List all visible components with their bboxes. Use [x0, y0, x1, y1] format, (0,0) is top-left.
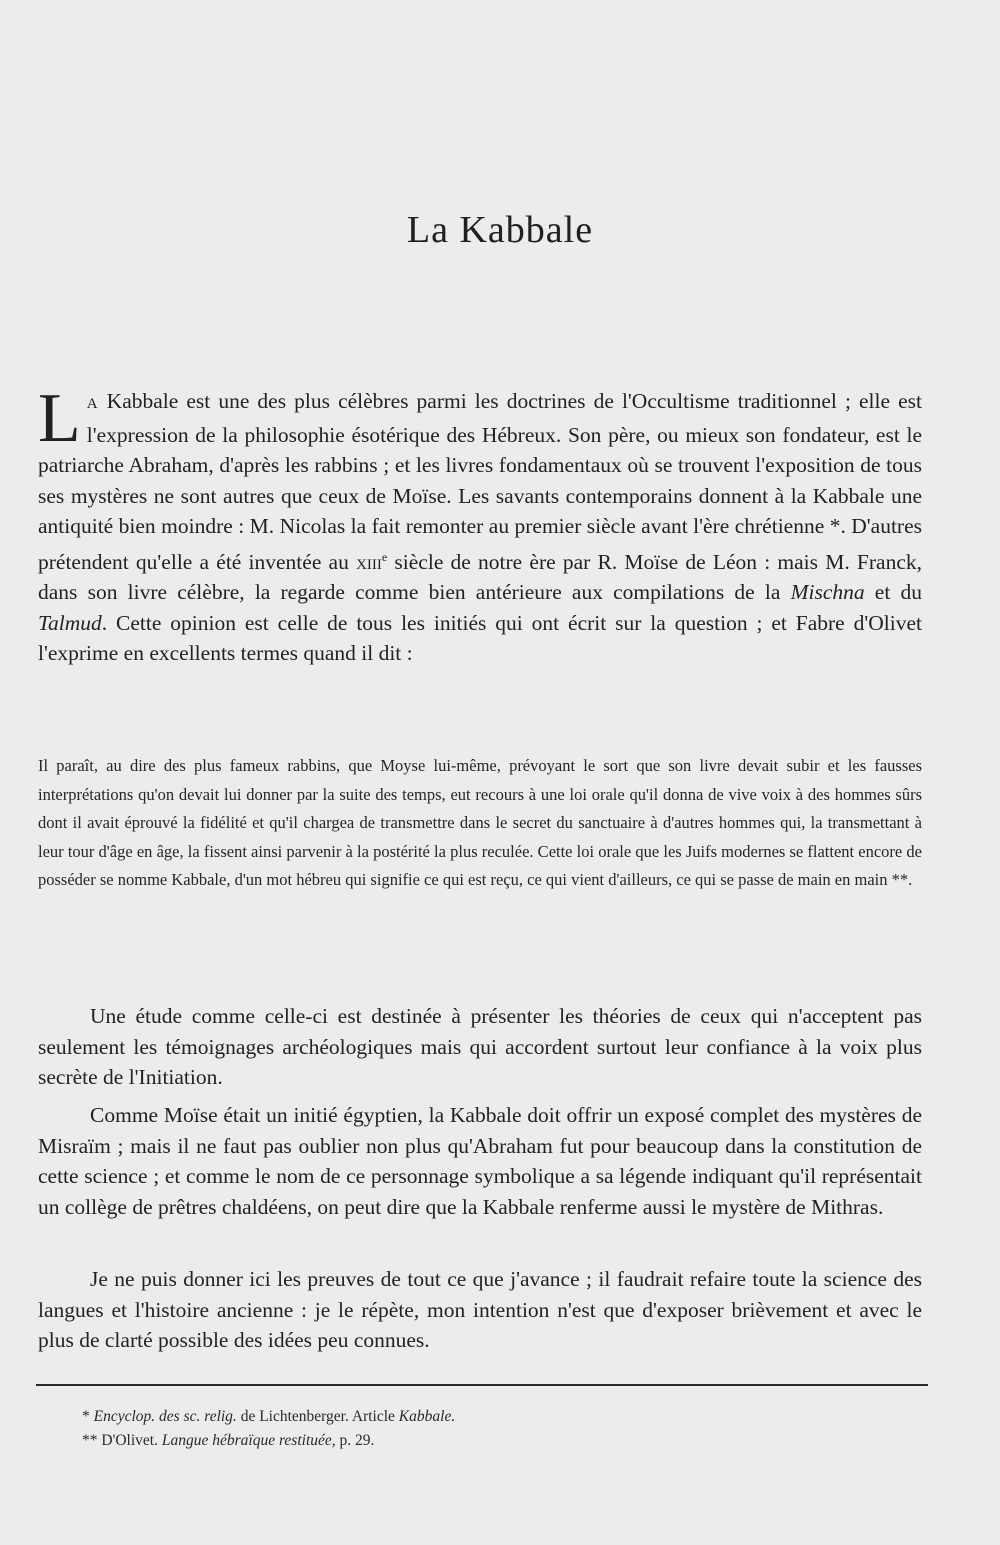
- intro-paragraph: [38, 380, 922, 669]
- page-title: La Kabbale: [406, 209, 594, 251]
- footnote-1-article: Kabbale.: [398, 1408, 456, 1425]
- intro-text-3: et du: [864, 580, 922, 605]
- footnote-2-page: p. 29.: [335, 1432, 375, 1449]
- footnote-2-mark: **: [82, 1432, 102, 1449]
- mischna-title: Mischna: [790, 580, 865, 605]
- footnote-2-source: Langue hébraïque restituée,: [161, 1432, 336, 1449]
- body-paragraph-1: Une étude comme celle-ci est destinée à présenter les théories de ceux qui n'acceptent pas seulement les témoignages archéologiques mais qui accordent surtout leur confiance à la voix plus secrète de l'Initiation.: [38, 1004, 922, 1089]
- drop-cap: L: [38, 380, 81, 457]
- intro-text-2: siècle de notre ère par R. Moïse de Léon : mais M. Franck, dans son livre célèbre, la regarde comme bien antérieure aux compilations de la: [38, 549, 922, 605]
- footnote-2: [82, 1430, 374, 1452]
- intro-text-1: Kabbale est une des plus célèbres parmi les doctrines de l'Occultisme traditionnel ; elle est l'expression de la philosophie ésotérique des Hébreux. Son père, ou mieux son fondateur, est le patriarche Abraham, d'après les rabbins ; et les livres fondamentaux où se trouvent l'exposition de tous ses mystères ne sont autres que ceux de Moïse. Les savants contemporains donnent à la Kabbale une antiquité bien moindre : M. Nicolas la fait remonter au premier siècle avant l'ère chrétienne *. D'autres prétendent qu'elle a été inventée au: [38, 389, 922, 574]
- century-numeral: xiii: [356, 549, 382, 574]
- footnote-1-middle: de Lichtenberger. Article: [236, 1408, 399, 1425]
- talmud-title: Talmud: [38, 610, 102, 635]
- footnote-2-author: D'Olivet.: [101, 1432, 162, 1449]
- body-paragraph-3: Je ne puis donner ici les preuves de tout ce que j'avance ; il faudrait refaire toute la science des langues et l'histoire ancienne : je le répète, mon intention n'est que d'exposer brièvement et avec le plus de clarté possible des idées peu connues.: [38, 1267, 922, 1352]
- footnote-divider: [36, 1384, 928, 1386]
- century-superscript: e: [381, 549, 388, 564]
- footnote-1: [82, 1406, 455, 1428]
- footnote-1-source: Encyclop. des sc. relig.: [93, 1408, 237, 1425]
- intro-text-4: . Cette opinion est celle de tous les initiés qui ont écrit sur la question ; et Fabre d'Olivet l'exprime en excellents termes quand il dit :: [38, 610, 922, 666]
- small-caps-letter: A: [86, 396, 99, 412]
- footnote-1-mark: *: [82, 1408, 94, 1425]
- block-quote: Il paraît, au dire des plus fameux rabbins, que Moyse lui-même, prévoyant le sort que son livre devait subir et les fausses interprétations qu'on devait lui donner par la suite des temps, eut recours à une loi orale qu'il donna de vive voix à des hommes sûrs dont il avait éprouvé la fidélité et qu'il chargea de transmettre dans le secret du sanctuaire à d'autres hommes qui, la transmettant à leur tour d'âge en âge, la fissent ainsi parvenir à la postérité la plus reculée. Cette loi orale que les Juifs modernes se flattent encore de posséder se nomme Kabbale, d'un mot hébreu qui signifie ce qui est reçu, ce qui vient d'ailleurs, ce qui se passe de main en main **.: [38, 756, 922, 890]
- body-paragraph-2: Comme Moïse était un initié égyptien, la Kabbale doit offrir un exposé complet des mystères de Misraïm ; mais il ne faut pas oublier non plus qu'Abraham fut pour beaucoup dans la constitution de cette science ; et comme le nom de ce personnage symbolique a sa légende indiquant qu'il représentait un collège de prêtres chaldéens, on peut dire que la Kabbale renferme aussi le mystère de Mithras.: [38, 1103, 922, 1219]
